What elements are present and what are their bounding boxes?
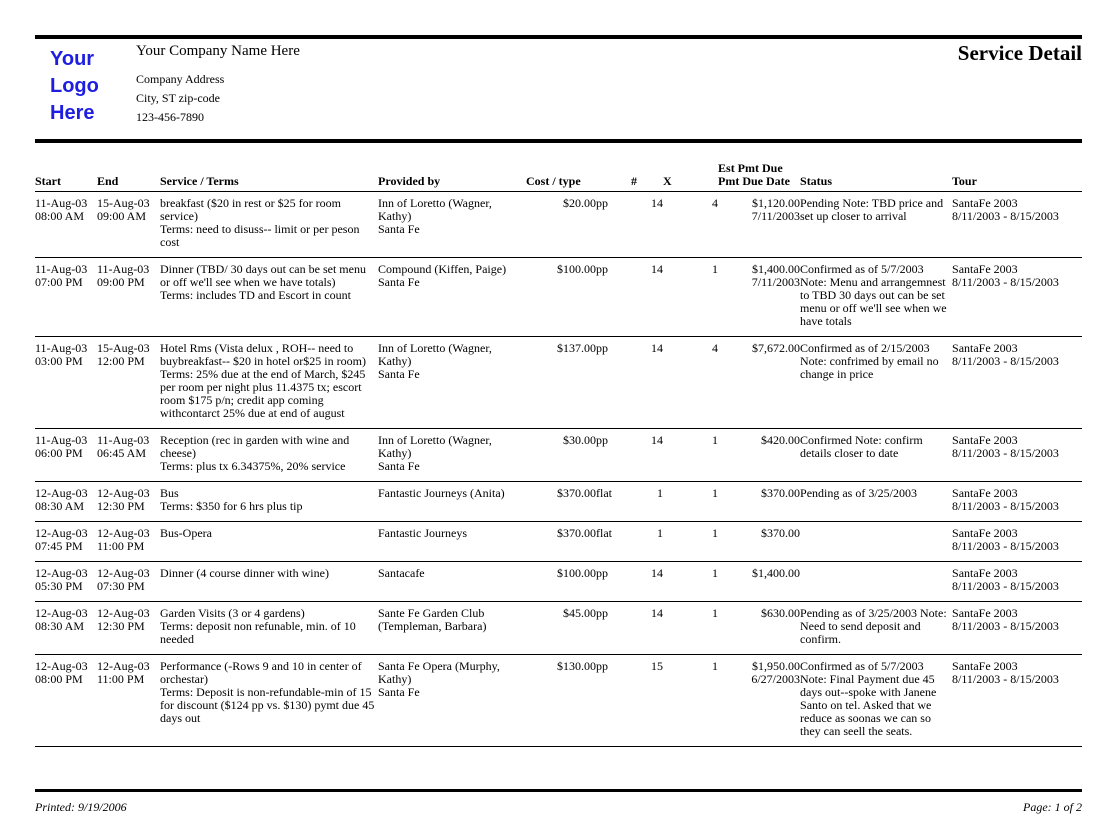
- cell-x: 1: [663, 655, 718, 747]
- cell-count: 14: [631, 258, 663, 337]
- cell-start-date: 12-Aug-03 05:30 PM: [35, 562, 97, 602]
- page-number: Page: 1 of 2: [1023, 800, 1082, 814]
- company-phone: 123-456-7890: [136, 110, 204, 124]
- cell-status: Confirmed Note: confirm details closer to date: [800, 429, 952, 482]
- company-city: City, ST zip-code: [136, 91, 220, 105]
- col-header-status: Status: [800, 162, 952, 192]
- col-header-cost-type: Cost / type: [526, 162, 631, 192]
- col-header-est-line1: Est Pmt Due: [718, 161, 783, 175]
- service-table: [35, 162, 1082, 747]
- cell-service-terms: Performance (-Rows 9 and 10 in center of orchestar) Terms: Deposit is non-refundable-min of 15 for discount ($124 pp vs. $130) pymt due 45 days out: [160, 655, 378, 747]
- col-header-service: Service / Terms: [160, 162, 378, 192]
- cell-provided-by: Santacafe: [378, 562, 526, 602]
- cell-x: 1: [663, 562, 718, 602]
- cell-start-date: 12-Aug-03 08:00 PM: [35, 655, 97, 747]
- col-header-est-line2: Pmt Due Date: [718, 174, 790, 188]
- cell-service-terms: Dinner (4 course dinner with wine): [160, 562, 378, 602]
- cell-count: 14: [631, 192, 663, 258]
- cell-cost: $130.00: [526, 655, 596, 747]
- cell-cost-type: pp: [596, 429, 631, 482]
- table-row: [35, 429, 1082, 482]
- cell-provided-by: Fantastic Journeys: [378, 522, 526, 562]
- cell-cost: $137.00: [526, 337, 596, 429]
- cell-count: 14: [631, 602, 663, 655]
- cell-x: 1: [663, 602, 718, 655]
- cell-cost-type: pp: [596, 655, 631, 747]
- cell-status: [800, 562, 952, 602]
- cell-service-terms: Dinner (TBD/ 30 days out can be set menu or off we'll see when we have totals) Terms: includes TD and Escort in count: [160, 258, 378, 337]
- col-header-x: X: [663, 162, 718, 192]
- cell-count: 14: [631, 562, 663, 602]
- cell-count: 14: [631, 337, 663, 429]
- cell-service-terms: Garden Visits (3 or 4 gardens) Terms: deposit non refunable, min. of 10 needed: [160, 602, 378, 655]
- cell-x: 4: [663, 337, 718, 429]
- cell-status: Pending as of 3/25/2003 Note: Need to send deposit and confirm.: [800, 602, 952, 655]
- cell-tour: SantaFe 2003 8/11/2003 - 8/15/2003: [952, 522, 1082, 562]
- cell-cost-type: flat: [596, 522, 631, 562]
- cell-est-pmt-due: $420.00: [718, 429, 800, 482]
- cell-tour: SantaFe 2003 8/11/2003 - 8/15/2003: [952, 337, 1082, 429]
- cell-cost-type: pp: [596, 337, 631, 429]
- cell-service-terms: breakfast ($20 in rest or $25 for room service) Terms: need to disuss-- limit or per peson cost: [160, 192, 378, 258]
- col-header-start: Start: [35, 162, 97, 192]
- cell-end-date: 12-Aug-03 12:30 PM: [97, 482, 160, 522]
- cell-end-date: 15-Aug-03 12:00 PM: [97, 337, 160, 429]
- table-row: [35, 258, 1082, 337]
- cell-start-date: 12-Aug-03 08:30 AM: [35, 482, 97, 522]
- cell-tour: SantaFe 2003 8/11/2003 - 8/15/2003: [952, 258, 1082, 337]
- header-rule: [35, 139, 1082, 143]
- table-row: [35, 602, 1082, 655]
- cell-est-pmt-due: $1,400.00: [718, 562, 800, 602]
- company-name: Your Company Name Here: [136, 43, 300, 59]
- cell-count: 15: [631, 655, 663, 747]
- cell-start-date: 12-Aug-03 07:45 PM: [35, 522, 97, 562]
- cell-x: 1: [663, 482, 718, 522]
- cell-est-pmt-due: $7,672.00: [718, 337, 800, 429]
- cell-end-date: 12-Aug-03 11:00 PM: [97, 522, 160, 562]
- cell-status: Pending as of 3/25/2003: [800, 482, 952, 522]
- cell-end-date: 11-Aug-03 09:00 PM: [97, 258, 160, 337]
- cell-service-terms: Bus Terms: $350 for 6 hrs plus tip: [160, 482, 378, 522]
- cell-cost: $100.00: [526, 258, 596, 337]
- cell-cost-type: pp: [596, 602, 631, 655]
- cell-tour: SantaFe 2003 8/11/2003 - 8/15/2003: [952, 429, 1082, 482]
- table-row: [35, 562, 1082, 602]
- cell-provided-by: Inn of Loretto (Wagner, Kathy) Santa Fe: [378, 192, 526, 258]
- cell-est-pmt-due: $370.00: [718, 482, 800, 522]
- company-info: [136, 42, 300, 127]
- cell-service-terms: Hotel Rms (Vista delux , ROH-- need to buybreakfast-- $20 in hotel or$25 in room) Terms: 25% due at the end of March, $245 per room per night plus 11.4375 tx; escort room $175 p/n; credit app coming withcontarct 25% due at end of august: [160, 337, 378, 429]
- cell-est-pmt-due: $1,400.00 7/11/2003: [718, 258, 800, 337]
- cell-x: 4: [663, 192, 718, 258]
- cell-count: 1: [631, 522, 663, 562]
- cell-provided-by: Sante Fe Garden Club (Templeman, Barbara): [378, 602, 526, 655]
- cell-end-date: 11-Aug-03 06:45 AM: [97, 429, 160, 482]
- cell-provided-by: Inn of Loretto (Wagner, Kathy) Santa Fe: [378, 429, 526, 482]
- cell-est-pmt-due: $1,120.00 7/11/2003: [718, 192, 800, 258]
- cell-tour: SantaFe 2003 8/11/2003 - 8/15/2003: [952, 562, 1082, 602]
- cell-service-terms: Reception (rec in garden with wine and cheese) Terms: plus tx 6.34375%, 20% service: [160, 429, 378, 482]
- cell-cost-type: pp: [596, 258, 631, 337]
- cell-cost: $45.00: [526, 602, 596, 655]
- table-header-row: [35, 162, 1082, 192]
- cell-end-date: 15-Aug-03 09:00 AM: [97, 192, 160, 258]
- col-header-tour: Tour: [952, 162, 1082, 192]
- cell-cost: $20.00: [526, 192, 596, 258]
- cell-start-date: 11-Aug-03 06:00 PM: [35, 429, 97, 482]
- cell-x: 1: [663, 429, 718, 482]
- table-row: [35, 192, 1082, 258]
- cell-status: Confirmed as of 2/15/2003 Note: confrimed by email no change in price: [800, 337, 952, 429]
- table-row: [35, 337, 1082, 429]
- table-row: [35, 655, 1082, 747]
- cell-end-date: 12-Aug-03 07:30 PM: [97, 562, 160, 602]
- cell-cost-type: flat: [596, 482, 631, 522]
- cell-est-pmt-due: $370.00: [718, 522, 800, 562]
- cell-start-date: 11-Aug-03 07:00 PM: [35, 258, 97, 337]
- cell-start-date: 11-Aug-03 08:00 AM: [35, 192, 97, 258]
- table-row: [35, 482, 1082, 522]
- printed-date: Printed: 9/19/2006: [35, 800, 127, 814]
- col-header-provided: Provided by: [378, 162, 526, 192]
- cell-tour: SantaFe 2003 8/11/2003 - 8/15/2003: [952, 482, 1082, 522]
- cell-x: 1: [663, 522, 718, 562]
- company-address: Company Address: [136, 72, 225, 86]
- cell-cost: $100.00: [526, 562, 596, 602]
- cell-cost: $370.00: [526, 522, 596, 562]
- cell-provided-by: Fantastic Journeys (Anita): [378, 482, 526, 522]
- cell-provided-by: Santa Fe Opera (Murphy, Kathy) Santa Fe: [378, 655, 526, 747]
- table-row: [35, 522, 1082, 562]
- cell-cost: $30.00: [526, 429, 596, 482]
- top-rule: [35, 35, 1082, 39]
- cell-tour: SantaFe 2003 8/11/2003 - 8/15/2003: [952, 602, 1082, 655]
- cell-tour: SantaFe 2003 8/11/2003 - 8/15/2003: [952, 192, 1082, 258]
- logo-line-2: Logo: [50, 75, 99, 97]
- cell-cost-type: pp: [596, 562, 631, 602]
- cell-est-pmt-due: $1,950.00 6/27/2003: [718, 655, 800, 747]
- cell-x: 1: [663, 258, 718, 337]
- cell-count: 1: [631, 482, 663, 522]
- company-logo: [50, 46, 99, 127]
- logo-line-1: Your: [50, 48, 95, 70]
- cell-status: Confirmed as of 5/7/2003 Note: Menu and arrangemnest to TBD 30 days out can be set menu or off we'll see when we have totals: [800, 258, 952, 337]
- col-header-end: End: [97, 162, 160, 192]
- cell-start-date: 12-Aug-03 08:30 AM: [35, 602, 97, 655]
- cell-service-terms: Bus-Opera: [160, 522, 378, 562]
- cell-status: Confirmed as of 5/7/2003 Note: Final Payment due 45 days out--spoke with Janene Santo on tel. Asked that we reduce as soonas we can so they can seell the seats.: [800, 655, 952, 747]
- cell-cost: $370.00: [526, 482, 596, 522]
- cell-est-pmt-due: $630.00: [718, 602, 800, 655]
- cell-status: [800, 522, 952, 562]
- cell-provided-by: Inn of Loretto (Wagner, Kathy) Santa Fe: [378, 337, 526, 429]
- footer-rule: [35, 789, 1082, 792]
- cell-provided-by: Compound (Kiffen, Paige) Santa Fe: [378, 258, 526, 337]
- cell-start-date: 11-Aug-03 03:00 PM: [35, 337, 97, 429]
- col-header-count: #: [631, 162, 663, 192]
- col-header-est-pmt-due: [718, 162, 800, 192]
- cell-tour: SantaFe 2003 8/11/2003 - 8/15/2003: [952, 655, 1082, 747]
- page-title: Service Detail: [957, 41, 1082, 65]
- table-body: [35, 192, 1082, 747]
- cell-count: 14: [631, 429, 663, 482]
- logo-line-3: Here: [50, 102, 95, 124]
- cell-end-date: 12-Aug-03 12:30 PM: [97, 602, 160, 655]
- cell-cost-type: pp: [596, 192, 631, 258]
- cell-status: Pending Note: TBD price and set up closer to arrival: [800, 192, 952, 258]
- cell-end-date: 12-Aug-03 11:00 PM: [97, 655, 160, 747]
